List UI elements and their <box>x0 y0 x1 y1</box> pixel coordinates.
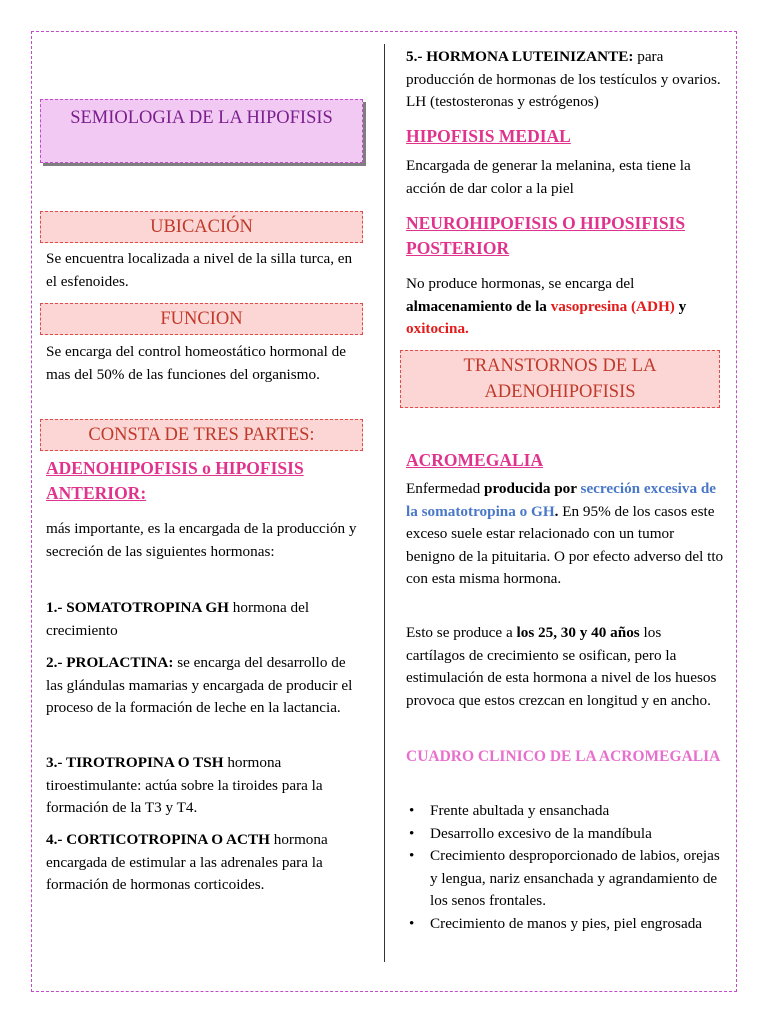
neuro-text-start: No produce hormonas, se encarga del <box>406 275 635 292</box>
hormone-1 <box>46 597 360 642</box>
ubicacion-header: UBICACIÓN <box>40 211 363 243</box>
symptom-text: Crecimiento desproporcionado de labios, orejas y lengua, nariz ensanchada y agrandamiento de los senos frontales. <box>430 847 720 909</box>
adenohipofisis-header: ADENOHIPOFISIS o HIPOFISIS ANTERIOR: <box>46 458 304 503</box>
symptom-text: Desarrollo excesivo de la mandíbula <box>430 824 652 842</box>
bullet-icon: • <box>409 847 415 864</box>
acro-blue-text: secreción excesiva de la somatotropina o GH <box>406 480 717 520</box>
hormone-2-name: 2.- PROLACTINA: <box>46 654 174 671</box>
hormone-3 <box>46 752 360 820</box>
neuro-section <box>406 211 724 261</box>
neuro-text-bold: almacenamiento de la <box>406 297 551 315</box>
vasopresina-label: vasopresina (ADH) <box>550 297 675 315</box>
cuadro-section <box>406 746 724 768</box>
list-item <box>406 913 724 936</box>
symptom-text: Crecimiento de manos y pies, piel engrosada <box>430 914 703 932</box>
hormone-2-desc: se encarga del desarrollo de las glándulas mamarias y encargada de producir el proceso de la formación de leche en la lactancia. <box>46 654 353 716</box>
adenohipofisis-section <box>46 456 360 506</box>
bullet-icon: • <box>409 824 415 842</box>
acromegalia-text-2 <box>406 622 724 712</box>
ubicacion-paragraph: Se encuentra localizada a nivel de la silla turca, en el esfenoides. <box>46 250 353 290</box>
bullet-icon: • <box>409 802 415 819</box>
hormone-5-desc: para producción de hormonas de los testículos y ovarios. LH (testosteronas y estrógenos) <box>406 48 721 110</box>
adeno-intro <box>46 518 360 563</box>
acromegalia-text <box>406 478 724 591</box>
oxitocina-label: oxitocina. <box>406 320 469 337</box>
symptom-list <box>406 800 724 935</box>
funcion-paragraph: Se encarga del control homeostático hormonal de mas del 50% de las funciones del organismo. <box>46 343 346 383</box>
neuro-conj: y <box>674 297 687 315</box>
neuro-text <box>406 273 724 341</box>
acro2-text-end: los cartílagos de crecimiento se osifican, pero la estimulación de esta hormona a nivel de los huesos provoca que estos crezcan en longitud y en ancho. <box>406 624 717 709</box>
acro2-bold: los 25, 30 y 40 años <box>516 624 640 641</box>
hormone-4 <box>46 829 360 897</box>
hormone-2 <box>46 652 360 720</box>
acro-text-start: Enfermedad <box>406 480 485 497</box>
medial-text <box>406 155 724 200</box>
hormone-1-name: 1.- SOMATOTROPINA GH <box>46 599 229 616</box>
funcion-header: FUNCION <box>40 303 363 335</box>
transtornos-header: TRANSTORNOS DE LA ADENOHIPOFISIS <box>400 350 720 408</box>
column-divider <box>384 44 385 962</box>
acro-bold-2: . <box>554 502 559 520</box>
hormone-4-desc: hormona encargada de estimular a las adrenales para la formación de hormonas corticoides. <box>46 831 328 893</box>
acromegalia-header: ACROMEGALIA <box>406 450 544 470</box>
acro-bold-1: producida por <box>484 480 581 497</box>
symptom-text: Frente abultada y ensanchada <box>430 802 610 819</box>
acromegalia-section <box>406 448 724 473</box>
adeno-intro-paragraph: más importante, es la encargada de la producción y secreción de las siguientes hormonas: <box>46 520 357 560</box>
list-item <box>406 845 724 913</box>
medial-header: HIPOFISIS MEDIAL <box>406 126 571 146</box>
consta-header: CONSTA DE TRES PARTES: <box>40 419 363 451</box>
acro2-text-start: Esto se produce a <box>406 624 517 641</box>
bullet-icon: • <box>409 914 415 932</box>
medial-section <box>406 124 724 149</box>
hormone-5-name: 5.- HORMONA LUTEINIZANTE: <box>406 48 634 65</box>
acro-text-end: En 95% de los casos este exceso suele estar relacionado con un tumor benigno de la pituitaria. O por efecto adverso del tto con esta misma hormona. <box>406 502 724 587</box>
hormone-3-name: 3.- TIROTROPINA O TSH <box>46 754 224 771</box>
list-item <box>406 823 724 846</box>
neuro-header: NEUROHIPOFISIS O HIPOSIFISIS POSTERIOR <box>406 213 686 258</box>
hormone-5 <box>406 46 724 114</box>
hormone-3-desc: hormona tiroestimulante: actúa sobre la tiroides para la formación de la T3 y T4. <box>46 754 323 816</box>
hormone-4-name: 4.- CORTICOTROPINA O ACTH <box>46 831 270 848</box>
list-item <box>406 800 724 823</box>
hormone-1-desc: hormona del crecimiento <box>46 599 310 639</box>
medial-paragraph: Encargada de generar la melanina, esta tiene la acción de dar color a la piel <box>406 157 691 197</box>
cuadro-header: CUADRO CLINICO DE LA ACROMEGALIA <box>406 748 721 765</box>
document-title: SEMIOLOGIA DE LA HIPOFISIS <box>40 99 363 163</box>
funcion-text <box>46 341 360 386</box>
ubicacion-text <box>46 248 360 293</box>
